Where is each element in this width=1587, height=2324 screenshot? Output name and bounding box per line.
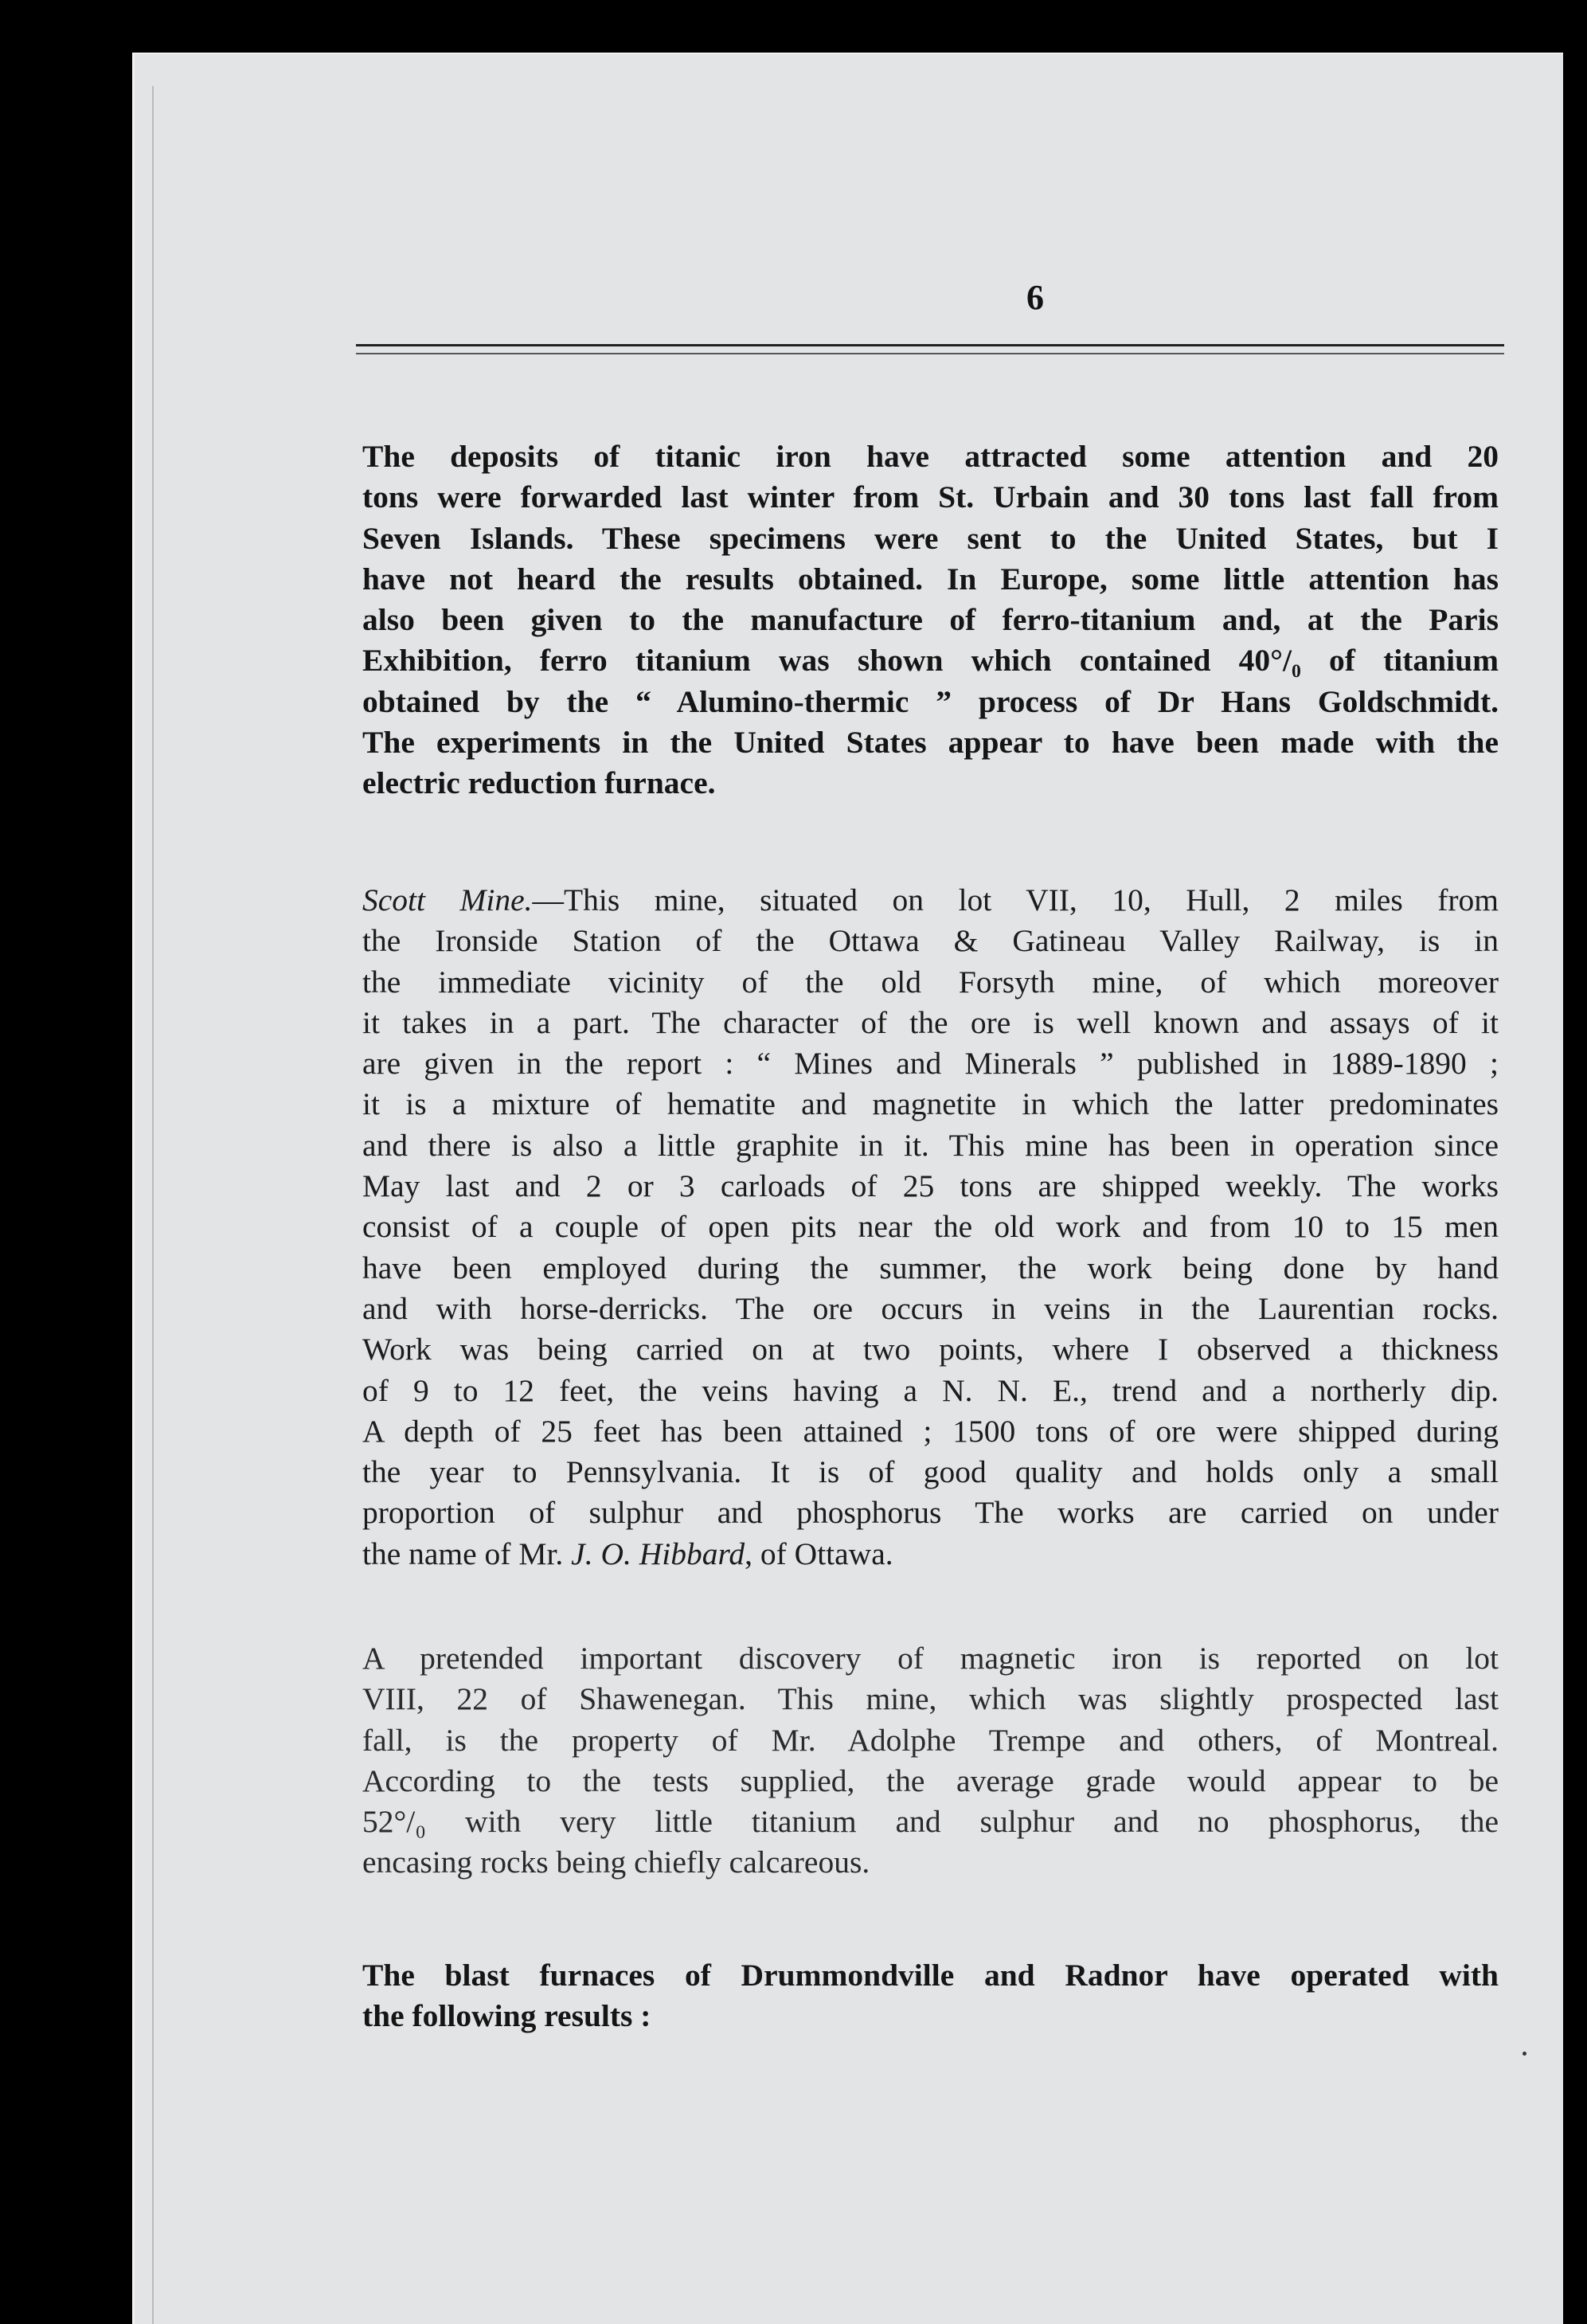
text-line: Exhibition, ferro titanium was shown which contained 40°/₀ of titanium: [362, 643, 1499, 679]
text-line: and there is also a little graphite in it. This mine has been in operation since: [362, 1127, 1499, 1163]
text-line: A depth of 25 feet has been attained ; 1500 tons of ore were shipped during: [362, 1413, 1499, 1449]
text-line: A pretended important discovery of magnetic iron is reported on lot: [362, 1641, 1499, 1676]
paragraph-magnetic-iron: [362, 1638, 1499, 1884]
text-line: Work was being carried on at two points, where I observed a thickness: [362, 1332, 1499, 1367]
paragraph-blast-furnaces: [362, 1955, 1499, 2037]
text-line: the year to Pennsylvania. It is of good quality and holds only a small: [362, 1454, 1499, 1490]
page-number: 6: [1026, 278, 1044, 317]
text-line: are given in the report : “ Mines and Minerals ” published in 1889-1890 ;: [362, 1046, 1499, 1082]
text-line: electric reduction furnace.: [362, 765, 716, 801]
text-line: The deposits of titanic iron have attracted some attention and 20: [362, 439, 1499, 474]
text-line: fall, is the property of Mr. Adolphe Trempe and others, of Montreal.: [362, 1722, 1499, 1758]
text-line: The experiments in the United States appear to have been made with the: [362, 725, 1499, 761]
text-line: Seven Islands. These specimens were sent to the United States, but I: [362, 520, 1499, 556]
person-name: J. O. Hibbard: [571, 1536, 745, 1571]
text-line: The blast furnaces of Drummondville and Radnor have operated with: [362, 1958, 1499, 1993]
header-rule: [356, 344, 1504, 354]
text-line: VIII, 22 of Shawenegan. This mine, which was slightly prospected last: [362, 1681, 1499, 1717]
document-page: [132, 53, 1563, 2324]
text-line: have been employed during the summer, the work being done by hand: [362, 1250, 1499, 1285]
text-line: obtained by the “ Alumino-thermic ” process of Dr Hans Goldschmidt.: [362, 683, 1499, 719]
text-line: the immediate vicinity of the old Forsyth mine, of which moreover: [362, 964, 1499, 1000]
text-line: the Ironside Station of the Ottawa & Gatineau Valley Railway, is in: [362, 923, 1499, 959]
text-line: the following results :: [362, 1998, 651, 2034]
text-line: it is a mixture of hematite and magnetite in which the latter predominates: [362, 1086, 1499, 1122]
text-line: According to the tests supplied, the average grade would appear to be: [362, 1763, 1499, 1798]
text-line: tons were forwarded last winter from St. Urbain and 30 tons last fall from: [362, 479, 1499, 515]
text-line: May last and 2 or 3 carloads of 25 tons are shipped weekly. The works: [362, 1168, 1499, 1204]
text-line-rest: —This mine, situated on lot VII, 10, Hull, 2 miles from: [532, 882, 1499, 917]
text-line: also been given to the manufacture of ferro-titanium and, at the Paris: [362, 602, 1499, 638]
text-line: 52°/₀ with very little titanium and sulphur and no phosphorus, the: [362, 1804, 1499, 1840]
text-line: it takes in a part. The character of the ore is well known and assays of it: [362, 1004, 1499, 1040]
ink-speck: [1523, 2052, 1526, 2056]
text-line: and with horse-derricks. The ore occurs in veins in the Laurentian rocks.: [362, 1290, 1499, 1326]
text-line: the name of Mr. J. O. Hibbard, of Ottawa.: [362, 1536, 893, 1571]
section-heading: Scott Mine.: [362, 882, 533, 917]
text-line: proportion of sulphur and phosphorus The works are carried on under: [362, 1495, 1499, 1531]
paragraph-titanic-iron: [362, 436, 1499, 804]
text-line: [362, 880, 1499, 921]
text-line: have not heard the results obtained. In Europe, some little attention has: [362, 561, 1499, 597]
text-line: consist of a couple of open pits near the old work and from 10 to 15 men: [362, 1209, 1499, 1245]
paragraph-scott-mine: [362, 880, 1499, 1575]
text-line: encasing rocks being chiefly calcareous.: [362, 1845, 870, 1880]
text-line: of 9 to 12 feet, the veins having a N. N. E., trend and a northerly dip.: [362, 1372, 1499, 1408]
